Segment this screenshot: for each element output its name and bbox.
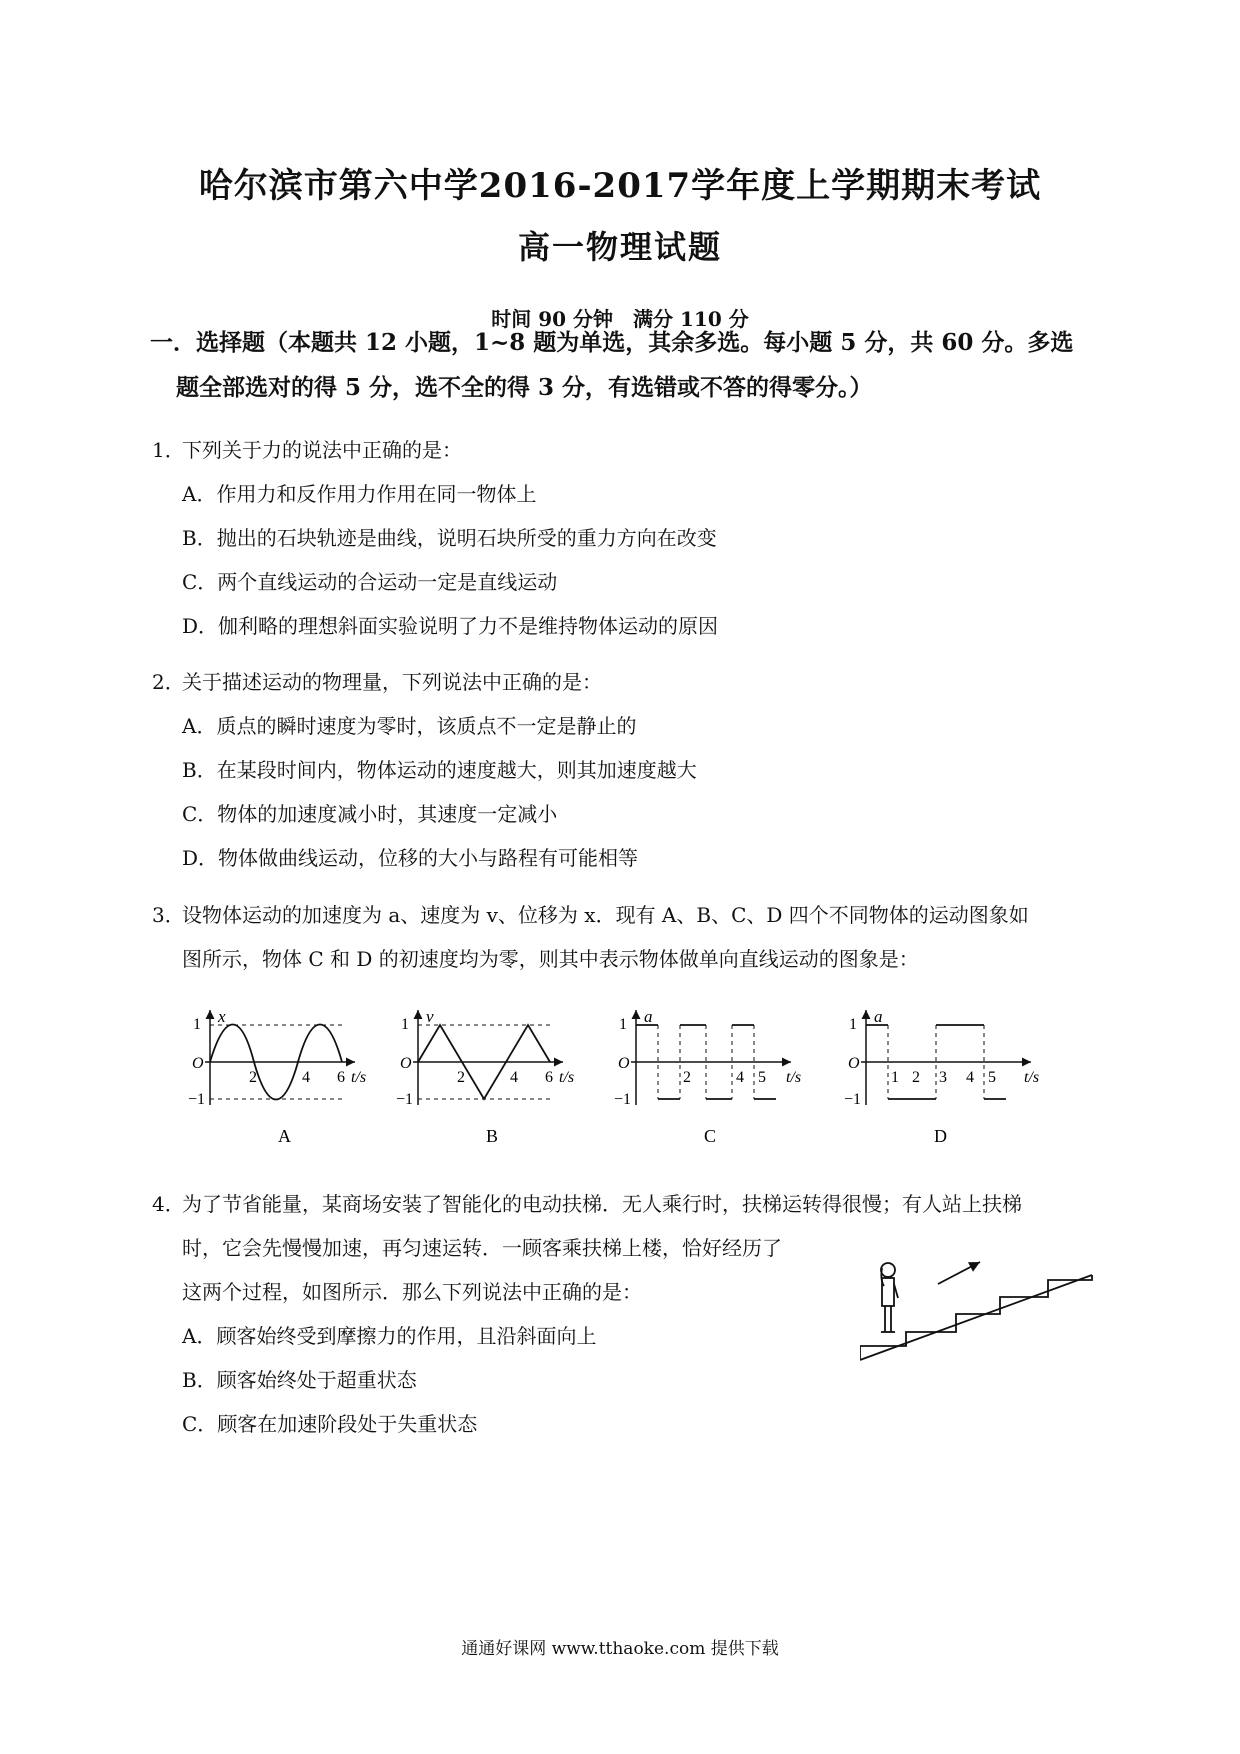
graph-b (396, 1010, 574, 1146)
tick-label: 4 (510, 1069, 518, 1086)
label-neg-one: −1 (188, 1091, 206, 1108)
question-text: 下列关于力的说法中正确的是： (182, 438, 462, 462)
graph-caption: C (704, 1126, 717, 1146)
tick-label: 6 (545, 1069, 553, 1086)
origin-label: O (848, 1055, 860, 1072)
question-text-line1: 设物体运动的加速度为 a、速度为 v、位移为 x．现有 A、B、C、D 四个不同物体的运动图象如 (182, 903, 1029, 927)
label-neg-one: −1 (396, 1091, 414, 1108)
person-figure (881, 1263, 898, 1332)
direction-arrow-icon (938, 1262, 980, 1284)
y-axis-label: x (218, 1010, 226, 1026)
tick-label: 6 (337, 1069, 345, 1086)
exam-info: 时间 90 分钟 满分 110 分 (491, 307, 749, 331)
t-axis-label: t/s (351, 1069, 367, 1086)
question-text-line2: 图所示，物体 C 和 D 的初速度均为零，则其中表示物体做单向直线运动的图象是： (182, 947, 919, 971)
label-one: 1 (849, 1016, 857, 1033)
tick-label: 4 (302, 1069, 310, 1086)
question-number: 4． (152, 1192, 185, 1216)
y-axis-label: v (426, 1010, 434, 1026)
page-footer: 通通好课网 www.tthaoke.com 提供下载 (461, 1639, 779, 1659)
question-number: 1． (152, 438, 185, 462)
question-text-line3: 这两个过程，如图所示．那么下列说法中正确的是： (182, 1280, 642, 1304)
tick-label: 3 (939, 1069, 947, 1086)
option-d: D．伽利略的理想斜面实验说明了力不是维持物体运动的原因 (182, 614, 719, 638)
tick-label: 1 (891, 1069, 899, 1086)
y-axis-label: a (644, 1010, 653, 1026)
tick-label: 2 (457, 1069, 465, 1086)
origin-label: O (618, 1055, 630, 1072)
tick-label: 4 (966, 1069, 974, 1086)
t-axis-label: t/s (786, 1069, 802, 1086)
escalator-illustration (860, 1240, 1100, 1370)
y-axis-label: a (874, 1010, 883, 1026)
option-a: A．质点的瞬时速度为零时，该质点不一定是静止的 (182, 714, 637, 738)
question-number: 3． (152, 903, 185, 927)
option-d: D．物体做曲线运动，位移的大小与路程有可能相等 (182, 846, 639, 870)
graph-caption: B (486, 1126, 499, 1146)
question-text-line2: 时，它会先慢慢加速，再匀速运转．一顾客乘扶梯上楼，恰好经历了 (182, 1236, 782, 1260)
option-b: B．抛出的石块轨迹是曲线，说明石块所受的重力方向在改变 (182, 526, 717, 550)
t-axis-label: t/s (559, 1069, 575, 1086)
option-c: C．物体的加速度减小时，其速度一定减小 (182, 802, 558, 826)
graph-d (844, 1010, 1039, 1146)
option-a: A．顾客始终受到摩擦力的作用，且沿斜面向上 (182, 1324, 597, 1348)
section-heading-line2: 题全部选对的得 5 分，选不全的得 3 分，有选错或不答的得零分。） (176, 374, 873, 401)
section-heading-line1: 一．选择题（本题共 12 小题，1~8 题为单选，其余多选。每小题 5 分，共 60 分。多选 (150, 329, 1074, 356)
tick-label: 5 (988, 1069, 996, 1086)
tick-label: 4 (736, 1069, 744, 1086)
graph-caption: A (278, 1126, 291, 1146)
graph-c (614, 1010, 801, 1146)
exam-subtitle: 高一物理试题 (517, 228, 722, 266)
option-b: B．在某段时间内，物体运动的速度越大，则其加速度越大 (182, 758, 697, 782)
graph-a (188, 1010, 366, 1146)
question-number: 2． (152, 670, 185, 694)
label-one: 1 (193, 1016, 201, 1033)
label-neg-one: −1 (844, 1091, 862, 1108)
label-one: 1 (401, 1016, 409, 1033)
option-c: C．两个直线运动的合运动一定是直线运动 (182, 570, 558, 594)
tick-label: 2 (249, 1069, 257, 1086)
tick-label: 2 (683, 1069, 691, 1086)
exam-title: 哈尔滨市第六中学2016-2017学年度上学期期末考试 (198, 166, 1042, 206)
option-b: B．顾客始终处于超重状态 (182, 1368, 417, 1392)
label-one: 1 (619, 1016, 627, 1033)
tick-label: 2 (912, 1069, 920, 1086)
origin-label: O (192, 1055, 204, 1072)
option-c: C．顾客在加速阶段处于失重状态 (182, 1412, 478, 1436)
t-axis-label: t/s (1024, 1069, 1040, 1086)
label-neg-one: −1 (614, 1091, 632, 1108)
tick-label: 5 (758, 1069, 766, 1086)
origin-label: O (400, 1055, 412, 1072)
question-text-line1: 为了节省能量，某商场安装了智能化的电动扶梯．无人乘行时，扶梯运转得很慢；有人站上扶梯 (182, 1192, 1022, 1216)
graph-caption: D (934, 1126, 947, 1146)
motion-graphs (180, 1010, 1180, 1170)
question-text: 关于描述运动的物理量，下列说法中正确的是： (182, 670, 602, 694)
option-a: A．作用力和反作用力作用在同一物体上 (182, 482, 537, 506)
